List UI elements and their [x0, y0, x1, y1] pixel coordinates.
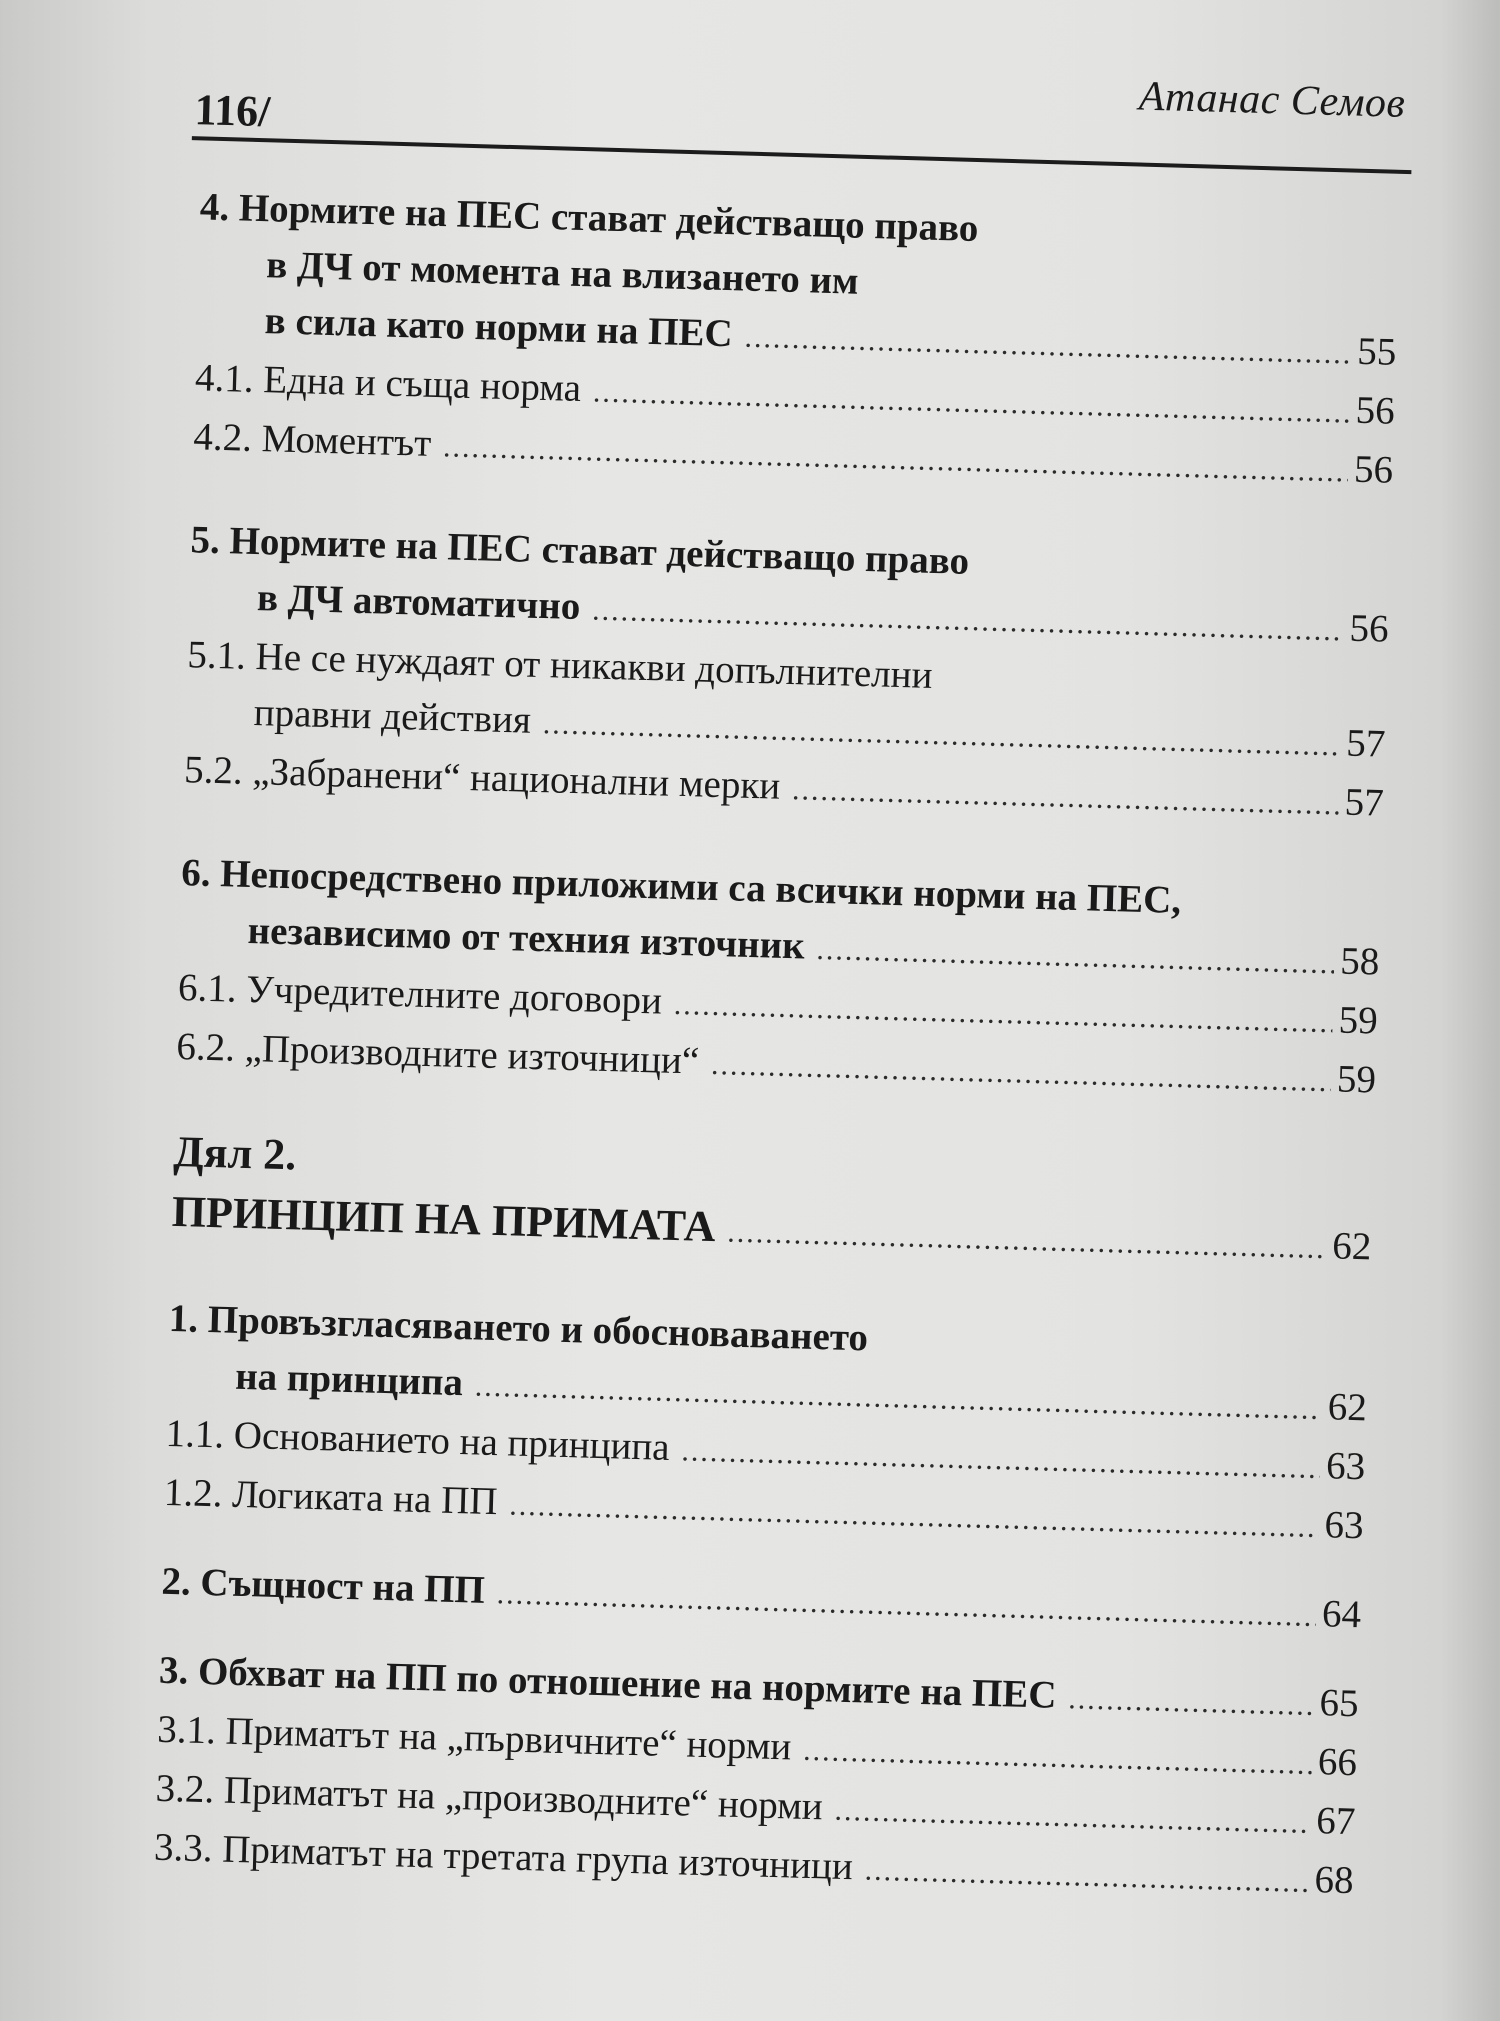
table-of-contents [152, 179, 1400, 1956]
dot-leader [864, 1843, 1309, 1911]
toc-entry: 1.2. Логиката на ПП ..... 63 [163, 1465, 1364, 1557]
toc-page-number: 56 [1355, 388, 1396, 433]
toc-p2-section-2 [161, 1554, 1362, 1646]
page-number: 116/ [193, 85, 272, 137]
toc-page-number: 66 [1317, 1740, 1358, 1785]
toc-entry-title: 2. Същност на ПП ..... 64 [161, 1554, 1362, 1646]
part-title: ПРИНЦИП НА ПРИМАТА ..... 62 [171, 1182, 1372, 1280]
toc-page-number: 59 [1338, 998, 1379, 1043]
toc-entry-title: 4. Нормите на ПЕС стават действащо право [199, 185, 979, 251]
dot-leader [1068, 1671, 1315, 1734]
header-rule [192, 136, 1412, 174]
toc-entry: правни действия ..... 57 [185, 683, 1386, 775]
toc-entry: 5.1. Не се нуждаят от никакви допълнителни [186, 633, 934, 697]
toc-page-number: 57 [1345, 721, 1386, 766]
toc-entry-title: в ДЧ автоматично ..... 56 [188, 568, 1389, 660]
toc-entry-title: независимо от техния източник ..... 58 [179, 901, 1380, 993]
part-label: Дял 2. [172, 1126, 297, 1180]
toc-page-number: 57 [1344, 780, 1385, 825]
toc-part-2 [171, 1122, 1374, 1280]
toc-entry-title: в ДЧ от момента на влизането им [265, 243, 860, 303]
toc-page-number: 59 [1336, 1057, 1377, 1102]
toc-entry: 4.2. Моментът ..... 56 [193, 409, 1394, 501]
toc-entry-title: на принципа ..... 62 [166, 1347, 1367, 1439]
toc-p2-section-3 [153, 1643, 1359, 1912]
toc-section-4 [193, 179, 1401, 501]
toc-entry-title: 1. Провъзгласяването и обосноваването [168, 1296, 869, 1360]
toc-page-number: 63 [1323, 1503, 1365, 1548]
toc-page-number: 62 [1327, 1385, 1368, 1430]
toc-entry-title: 5. Нормите на ПЕС стават действащо право [190, 518, 970, 583]
dot-leader [496, 1566, 1317, 1645]
toc-entry-title: 3. Обхват на ПП по отношение на нормите на ПЕС ..... 65 [158, 1643, 1359, 1735]
toc-entry: 3.1. Приматът на „първичните“ норми ..... 66 [157, 1702, 1358, 1794]
toc-page-number: 68 [1314, 1858, 1355, 1903]
running-header-author: Атанас Семов [1138, 73, 1406, 127]
toc-page-number: 58 [1339, 939, 1380, 984]
toc-section-5 [183, 512, 1391, 834]
toc-entry-title: 6. Непосредствено приложими са всички норми на ПЕС, [180, 851, 1182, 922]
toc-page-number: 56 [1349, 606, 1390, 651]
toc-p2-section-1 [163, 1291, 1369, 1557]
toc-page-number: 67 [1315, 1799, 1356, 1844]
toc-page-number: 56 [1353, 447, 1394, 492]
toc-entry: 1.1. Основанието на принципа ..... 63 [165, 1406, 1366, 1498]
toc-page-number: 62 [1331, 1224, 1372, 1269]
toc-page-number: 55 [1356, 329, 1397, 374]
toc-entry: 3.2. Приматът на „производните“ норми ..... 67 [155, 1761, 1356, 1853]
toc-page-number: 64 [1321, 1592, 1362, 1637]
toc-page-number: 65 [1319, 1681, 1360, 1726]
dot-leader [727, 1202, 1328, 1279]
toc-entry: 6.1. Учредителните договори ..... 59 [177, 960, 1378, 1052]
toc-entry-title: в сила като норми на ПЕС ..... 55 [196, 291, 1397, 383]
toc-entry: 5.2. „Забранени“ национални мерки ..... 57 [183, 742, 1384, 834]
dot-leader [791, 762, 1339, 833]
toc-page-number: 63 [1325, 1444, 1366, 1489]
toc-entry: 4.1. Една и съща норма ..... 56 [194, 350, 1395, 442]
toc-entry: 6.2. „Производните източници“ ..... 59 [176, 1019, 1377, 1111]
toc-section-6 [176, 845, 1382, 1111]
toc-entry: 3.3. Приматът на третата група източници ..... 68 [153, 1820, 1354, 1912]
